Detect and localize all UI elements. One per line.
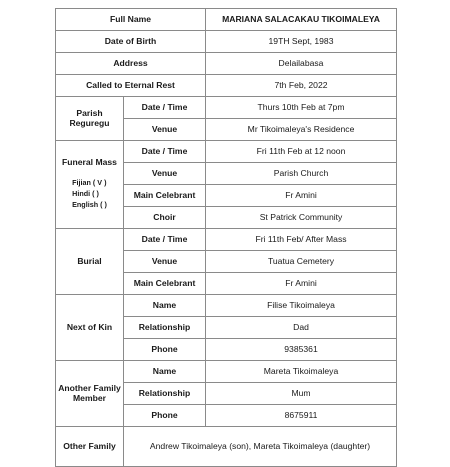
funeral-info-table xyxy=(55,8,397,467)
table-row xyxy=(56,295,397,317)
parish-datetime-label: Date / Time xyxy=(124,97,206,119)
parish-section-title: Parish Reguregu xyxy=(56,97,124,141)
full-name-label: Full Name xyxy=(56,9,206,31)
kin-phone-label: Phone xyxy=(124,339,206,361)
parish-datetime-value: Thurs 10th Feb at 7pm xyxy=(206,97,397,119)
funeral-mass-title: Funeral Mass xyxy=(62,157,117,168)
eternal-rest-value: 7th Feb, 2022 xyxy=(206,75,397,97)
table-row xyxy=(56,75,397,97)
eternal-rest-label: Called to Eternal Rest xyxy=(56,75,206,97)
funeral-mass-section xyxy=(56,141,124,229)
parish-venue-label: Venue xyxy=(124,119,206,141)
mass-celebrant-value: Fr Amini xyxy=(206,185,397,207)
table-row xyxy=(56,31,397,53)
family-name-label: Name xyxy=(124,361,206,383)
family-phone-label: Phone xyxy=(124,405,206,427)
full-name-value: MARIANA SALACAKAU TIKOIMALEYA xyxy=(206,9,397,31)
parish-venue-value: Mr Tikoimaleya's Residence xyxy=(206,119,397,141)
table-row xyxy=(56,361,397,383)
table-row xyxy=(56,53,397,75)
burial-celebrant-value: Fr Amini xyxy=(206,273,397,295)
mass-datetime-value: Fri 11th Feb at 12 noon xyxy=(206,141,397,163)
date-of-birth-value: 19TH Sept, 1983 xyxy=(206,31,397,53)
address-label: Address xyxy=(56,53,206,75)
table-row xyxy=(56,229,397,251)
kin-name-value: Filise Tikoimaleya xyxy=(206,295,397,317)
burial-datetime-value: Fri 11th Feb/ After Mass xyxy=(206,229,397,251)
table-row xyxy=(56,9,397,31)
next-of-kin-title: Next of Kin xyxy=(56,295,124,361)
family-phone-value: 8675911 xyxy=(206,405,397,427)
language-list xyxy=(72,178,107,210)
kin-phone-value: 9385361 xyxy=(206,339,397,361)
burial-venue-label: Venue xyxy=(124,251,206,273)
mass-venue-label: Venue xyxy=(124,163,206,185)
language-english: English ( ) xyxy=(72,199,107,209)
table-row xyxy=(56,97,397,119)
address-value: Delailabasa xyxy=(206,53,397,75)
mass-choir-label: Choir xyxy=(124,207,206,229)
other-family-value: Andrew Tikoimaleya (son), Mareta Tikoimaleya (daughter) xyxy=(124,427,397,467)
mass-datetime-label: Date / Time xyxy=(124,141,206,163)
kin-relationship-value: Dad xyxy=(206,317,397,339)
table-row xyxy=(56,427,397,467)
kin-name-label: Name xyxy=(124,295,206,317)
table-row xyxy=(56,141,397,163)
burial-datetime-label: Date / Time xyxy=(124,229,206,251)
kin-relationship-label: Relationship xyxy=(124,317,206,339)
language-fijian: Fijian ( V ) xyxy=(72,178,107,188)
mass-venue-value: Parish Church xyxy=(206,163,397,185)
burial-section-title: Burial xyxy=(56,229,124,295)
mass-choir-value: St Patrick Community xyxy=(206,207,397,229)
family-relationship-label: Relationship xyxy=(124,383,206,405)
family-relationship-value: Mum xyxy=(206,383,397,405)
other-family-title: Other Family xyxy=(56,427,124,467)
burial-celebrant-label: Main Celebrant xyxy=(124,273,206,295)
mass-celebrant-label: Main Celebrant xyxy=(124,185,206,207)
family-name-value: Mareta Tikoimaleya xyxy=(206,361,397,383)
language-hindi: Hindi ( ) xyxy=(72,189,99,199)
another-family-title: Another Family Member xyxy=(56,361,124,427)
burial-venue-value: Tuatua Cemetery xyxy=(206,251,397,273)
date-of-birth-label: Date of Birth xyxy=(56,31,206,53)
